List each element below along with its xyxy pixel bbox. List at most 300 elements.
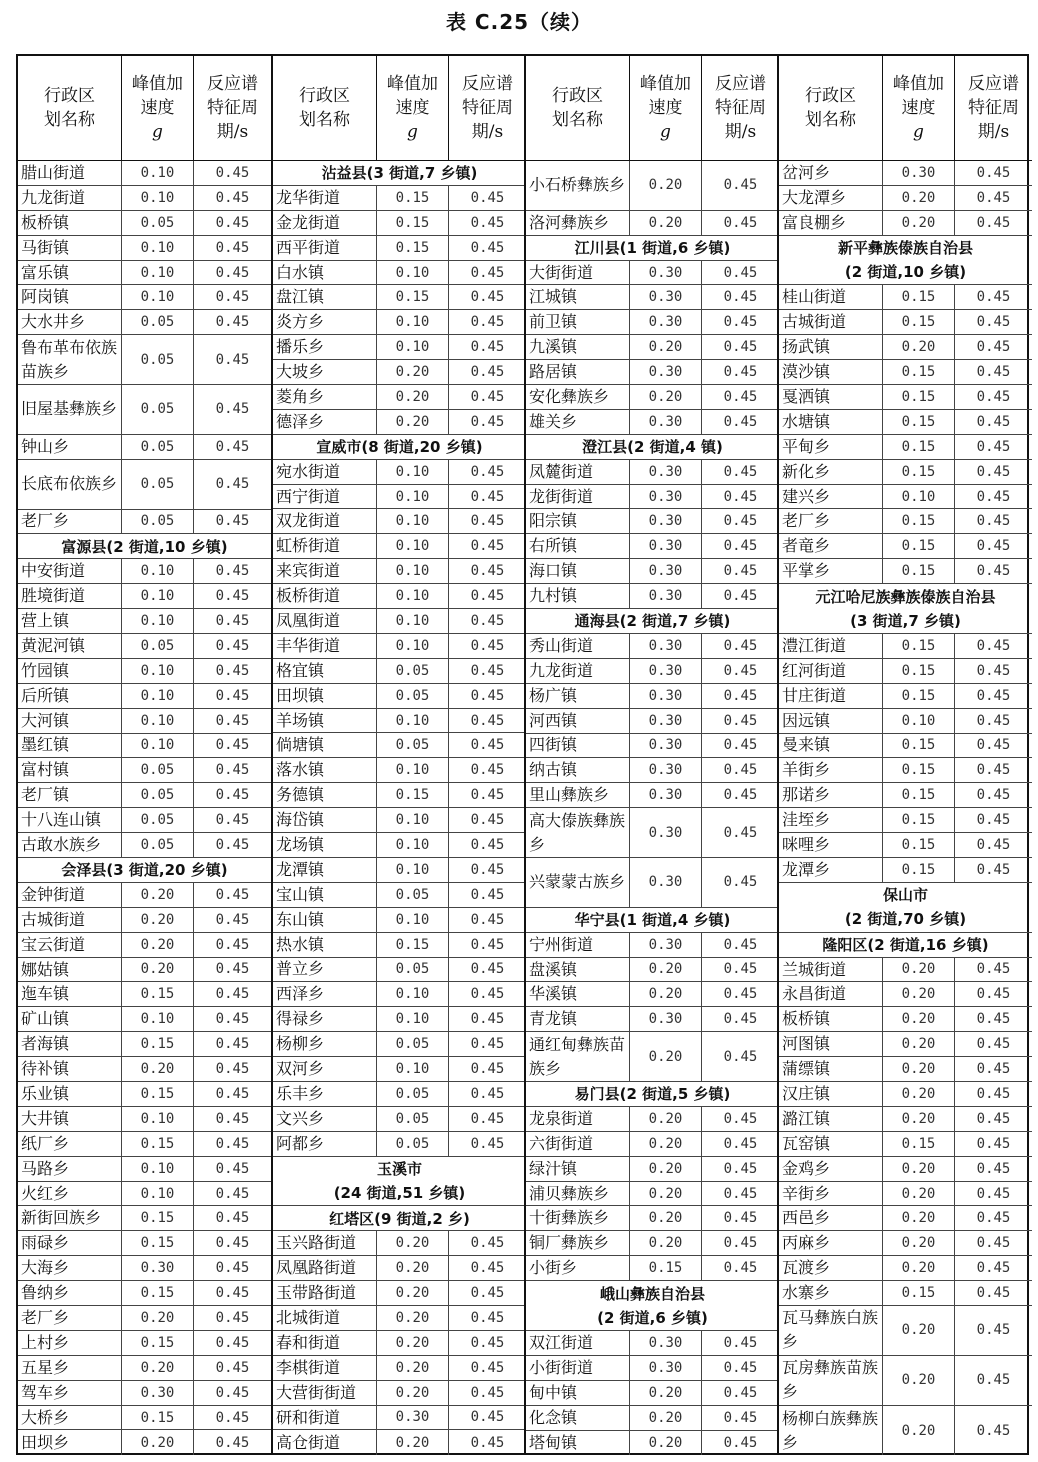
table-row xyxy=(779,1206,1032,1231)
table-row xyxy=(526,1007,779,1032)
spectrum-period: 0.45 xyxy=(215,214,250,231)
peak-acceleration: 0.15 xyxy=(377,285,449,309)
peak-acceleration: 0.30 xyxy=(630,1356,702,1380)
spectrum-period: 0.45 xyxy=(215,289,250,306)
table-row xyxy=(273,460,526,485)
peak-acceleration: 0.20 xyxy=(377,1331,449,1355)
division-name: 瓦房彝族苗族乡 xyxy=(779,1356,883,1405)
spectrum-period: 0.45 xyxy=(976,488,1011,505)
peak-acceleration: 0.30 xyxy=(630,261,702,285)
header-peak-unit: g xyxy=(152,122,163,142)
table-row xyxy=(18,335,271,385)
spectrum-period: 0.45 xyxy=(470,388,505,405)
peak-acceleration: 0.15 xyxy=(883,734,955,758)
spectrum-period: 0.45 xyxy=(470,1334,505,1351)
division-name: 古城街道 xyxy=(18,908,122,932)
peak-acceleration: 0.30 xyxy=(630,310,702,334)
peak-acceleration: 0.20 xyxy=(630,958,702,982)
header-name: 行政区划名称 xyxy=(273,56,377,160)
spectrum-period: 0.45 xyxy=(215,1061,250,1078)
spectrum-period: 0.45 xyxy=(470,214,505,231)
spectrum-period: 0.45 xyxy=(723,637,758,654)
spectrum-period: 0.45 xyxy=(215,1309,250,1326)
region-heading-line1: 玉溪市 xyxy=(376,1160,422,1179)
table-row xyxy=(779,1032,1032,1057)
peak-acceleration: 0.10 xyxy=(122,1107,194,1131)
spectrum-period: 0.45 xyxy=(470,463,505,480)
region-heading-line1: 保山市 xyxy=(882,886,928,905)
peak-acceleration: 0.10 xyxy=(377,509,449,533)
division-name: 老厂乡 xyxy=(779,509,883,533)
division-name: 待补镇 xyxy=(18,1057,122,1081)
region-heading xyxy=(526,609,779,634)
spectrum-period: 0.45 xyxy=(723,1235,758,1252)
spectrum-period: 0.45 xyxy=(470,961,505,978)
spectrum-period: 0.45 xyxy=(470,687,505,704)
spectrum-period: 0.45 xyxy=(470,1235,505,1252)
spectrum-period: 0.45 xyxy=(215,1409,250,1426)
table-row xyxy=(273,833,526,858)
division-name: 小街乡 xyxy=(526,1256,630,1280)
spectrum-period: 0.45 xyxy=(215,1235,250,1252)
table-row xyxy=(779,1406,1032,1456)
division-name: 大井镇 xyxy=(18,1107,122,1131)
peak-acceleration: 0.20 xyxy=(630,1406,702,1430)
division-name: 金龙街道 xyxy=(273,211,377,235)
spectrum-period: 0.45 xyxy=(470,189,505,206)
peak-acceleration: 0.10 xyxy=(377,758,449,782)
table-column-block xyxy=(524,56,779,1453)
spectrum-period: 0.45 xyxy=(723,214,758,231)
division-name: 西平街道 xyxy=(273,236,377,260)
peak-acceleration: 0.30 xyxy=(630,584,702,608)
division-name: 岔河乡 xyxy=(779,161,883,185)
division-name: 炎方乡 xyxy=(273,310,377,334)
table-row xyxy=(526,1381,779,1406)
table-row xyxy=(18,161,271,186)
spectrum-period: 0.45 xyxy=(215,637,250,654)
division-name: 九龙街道 xyxy=(18,186,122,210)
table-row xyxy=(18,1206,271,1231)
table-row xyxy=(18,1007,271,1032)
division-name: 竹园镇 xyxy=(18,659,122,683)
table-row xyxy=(18,1231,271,1256)
table-row xyxy=(18,684,271,709)
peak-acceleration: 0.30 xyxy=(377,1406,449,1430)
region-heading xyxy=(779,933,1032,958)
table-row xyxy=(526,559,779,584)
table-row xyxy=(526,634,779,659)
spectrum-period: 0.45 xyxy=(976,1285,1011,1302)
division-name: 五星乡 xyxy=(18,1356,122,1380)
division-name: 甸中镇 xyxy=(526,1381,630,1405)
header-name: 行政区划名称 xyxy=(18,56,122,160)
division-name: 因远镇 xyxy=(779,709,883,733)
table-row xyxy=(779,1356,1032,1406)
division-name: 大营街街道 xyxy=(273,1381,377,1405)
peak-acceleration: 0.20 xyxy=(122,1306,194,1330)
table-row xyxy=(526,410,779,435)
division-name: 长底布依族乡 xyxy=(18,460,122,509)
header-period: 反应谱特征周期/s xyxy=(207,74,258,142)
division-name: 虹桥街道 xyxy=(273,534,377,558)
table-column-block xyxy=(18,56,271,1453)
peak-acceleration: 0.10 xyxy=(377,335,449,359)
division-name: 迤车镇 xyxy=(18,982,122,1006)
table-row xyxy=(273,1306,526,1331)
peak-acceleration: 0.30 xyxy=(630,858,702,907)
division-name: 雨碌乡 xyxy=(18,1231,122,1255)
division-name: 曼来镇 xyxy=(779,734,883,758)
division-name: 漠沙镇 xyxy=(779,360,883,384)
peak-acceleration: 0.20 xyxy=(630,1157,702,1181)
spectrum-period: 0.45 xyxy=(976,812,1011,829)
peak-acceleration: 0.20 xyxy=(630,1206,702,1230)
spectrum-period: 0.45 xyxy=(215,563,250,580)
table-header xyxy=(273,56,526,161)
peak-acceleration: 0.15 xyxy=(883,758,955,782)
division-name: 双河乡 xyxy=(273,1057,377,1081)
peak-acceleration: 0.10 xyxy=(122,161,194,185)
spectrum-period: 0.45 xyxy=(723,314,758,331)
division-name: 鲁布革布依族苗族乡 xyxy=(18,335,122,384)
spectrum-period: 0.45 xyxy=(470,936,505,953)
table-row xyxy=(18,559,271,584)
peak-acceleration: 0.15 xyxy=(883,783,955,807)
spectrum-period: 0.45 xyxy=(470,488,505,505)
table-row xyxy=(526,1231,779,1256)
region-heading-line1: 沾益县(3 街道,7 乡镇) xyxy=(321,164,478,183)
table-row xyxy=(526,709,779,734)
table-row xyxy=(18,1132,271,1157)
region-heading-line1: 华宁县(1 街道,4 乡镇) xyxy=(574,911,731,930)
division-name: 板桥镇 xyxy=(18,211,122,235)
table-row xyxy=(18,1032,271,1057)
table-row xyxy=(18,1107,271,1132)
division-name: 龙街街道 xyxy=(526,485,630,509)
peak-acceleration: 0.15 xyxy=(377,186,449,210)
peak-acceleration: 0.10 xyxy=(377,982,449,1006)
spectrum-period: 0.45 xyxy=(215,737,250,754)
table-row xyxy=(273,1032,526,1057)
division-name: 宛水街道 xyxy=(273,460,377,484)
peak-acceleration: 0.20 xyxy=(883,335,955,359)
spectrum-period: 0.45 xyxy=(976,1422,1011,1439)
division-name: 高仓街道 xyxy=(273,1430,377,1455)
division-name: 大坡乡 xyxy=(273,360,377,384)
table-row xyxy=(779,982,1032,1007)
peak-acceleration: 0.20 xyxy=(883,1206,955,1230)
table-row xyxy=(18,883,271,908)
peak-acceleration: 0.15 xyxy=(122,1231,194,1255)
spectrum-period: 0.45 xyxy=(723,339,758,356)
division-name: 瓦窑镇 xyxy=(779,1132,883,1156)
spectrum-period: 0.45 xyxy=(470,413,505,430)
division-name: 兰城街道 xyxy=(779,958,883,982)
table-row xyxy=(779,659,1032,684)
spectrum-period: 0.45 xyxy=(215,762,250,779)
table-row xyxy=(273,211,526,236)
spectrum-period: 0.45 xyxy=(470,1135,505,1152)
division-name: 瓦马彝族白族乡 xyxy=(779,1306,883,1355)
peak-acceleration: 0.10 xyxy=(122,734,194,758)
division-name: 田坝乡 xyxy=(18,1430,122,1455)
division-name: 六街街道 xyxy=(526,1132,630,1156)
header-peak xyxy=(883,56,955,160)
table-row xyxy=(273,584,526,609)
table-row xyxy=(18,261,271,286)
spectrum-period: 0.45 xyxy=(470,1384,505,1401)
peak-acceleration: 0.15 xyxy=(122,1406,194,1430)
spectrum-period: 0.45 xyxy=(215,351,250,368)
table-row xyxy=(526,1182,779,1207)
spectrum-period: 0.45 xyxy=(976,563,1011,580)
table-row xyxy=(18,1430,271,1455)
division-name: 倘塘镇 xyxy=(273,733,377,757)
table-row xyxy=(526,335,779,360)
table-row xyxy=(779,485,1032,510)
spectrum-period: 0.45 xyxy=(976,1036,1011,1053)
spectrum-period: 0.45 xyxy=(215,936,250,953)
spectrum-period: 0.45 xyxy=(470,264,505,281)
spectrum-period: 0.45 xyxy=(215,438,250,455)
table-row xyxy=(273,509,526,534)
division-name: 者竜乡 xyxy=(779,534,883,558)
peak-acceleration: 0.20 xyxy=(883,1057,955,1081)
peak-acceleration: 0.05 xyxy=(122,808,194,832)
peak-acceleration: 0.05 xyxy=(377,958,449,982)
table-row xyxy=(18,285,271,310)
region-heading xyxy=(273,1157,526,1207)
table-row xyxy=(526,933,779,958)
table-row xyxy=(18,1356,271,1381)
table-row xyxy=(779,1107,1032,1132)
division-name: 杨广镇 xyxy=(526,684,630,708)
division-name: 春和街道 xyxy=(273,1331,377,1355)
table-row xyxy=(273,933,526,958)
peak-acceleration: 0.05 xyxy=(377,684,449,708)
peak-acceleration: 0.10 xyxy=(377,634,449,658)
peak-acceleration: 0.10 xyxy=(377,310,449,334)
peak-acceleration: 0.20 xyxy=(883,1032,955,1056)
spectrum-period: 0.45 xyxy=(215,712,250,729)
table-row xyxy=(273,1356,526,1381)
spectrum-period: 0.45 xyxy=(976,1185,1011,1202)
header-peak-label: 峰值加速度 xyxy=(640,74,691,118)
peak-acceleration: 0.10 xyxy=(377,584,449,608)
table-row xyxy=(779,758,1032,783)
division-name: 海岱镇 xyxy=(273,808,377,832)
table-row xyxy=(273,485,526,510)
spectrum-period: 0.45 xyxy=(976,314,1011,331)
spectrum-period: 0.45 xyxy=(976,1011,1011,1028)
spectrum-period: 0.45 xyxy=(723,1210,758,1227)
spectrum-period: 0.45 xyxy=(215,264,250,281)
table-header xyxy=(18,56,271,161)
peak-acceleration: 0.30 xyxy=(630,559,702,583)
division-name: 潞江镇 xyxy=(779,1107,883,1131)
table-row xyxy=(779,634,1032,659)
peak-acceleration: 0.05 xyxy=(377,1032,449,1056)
peak-acceleration: 0.20 xyxy=(630,1431,702,1456)
table-row xyxy=(779,335,1032,360)
division-name: 阳宗镇 xyxy=(526,509,630,533)
division-name: 杨柳乡 xyxy=(273,1032,377,1056)
peak-acceleration: 0.05 xyxy=(122,211,194,235)
peak-acceleration: 0.20 xyxy=(883,958,955,982)
table-row xyxy=(18,1157,271,1182)
table-row xyxy=(526,783,779,808)
spectrum-period: 0.45 xyxy=(470,762,505,779)
spectrum-period: 0.45 xyxy=(470,986,505,1003)
spectrum-period: 0.45 xyxy=(723,662,758,679)
spectrum-period: 0.45 xyxy=(215,1036,250,1053)
spectrum-period: 0.45 xyxy=(470,513,505,530)
division-name: 永昌街道 xyxy=(779,982,883,1006)
division-name: 九村镇 xyxy=(526,584,630,608)
table-row xyxy=(273,883,526,908)
spectrum-period: 0.45 xyxy=(723,538,758,555)
table-row xyxy=(18,1281,271,1306)
peak-acceleration: 0.30 xyxy=(122,1256,194,1280)
peak-acceleration: 0.30 xyxy=(630,684,702,708)
region-heading-line2: (3 街道,7 乡镇) xyxy=(850,611,961,630)
division-name: 羊场镇 xyxy=(273,709,377,733)
table-row xyxy=(779,285,1032,310)
table-row xyxy=(779,1057,1032,1082)
spectrum-period: 0.45 xyxy=(215,886,250,903)
peak-acceleration: 0.30 xyxy=(630,360,702,384)
spectrum-period: 0.45 xyxy=(470,563,505,580)
peak-acceleration: 0.10 xyxy=(883,709,955,733)
peak-acceleration: 0.20 xyxy=(630,1381,702,1405)
spectrum-period: 0.45 xyxy=(976,986,1011,1003)
division-name: 丙麻乡 xyxy=(779,1231,883,1255)
table-row xyxy=(526,584,779,609)
spectrum-period: 0.45 xyxy=(723,1110,758,1127)
header-peak-unit: g xyxy=(407,122,418,142)
division-name: 通红甸彝族苗族乡 xyxy=(526,1032,630,1081)
table-row xyxy=(779,460,1032,485)
table-row xyxy=(273,1430,526,1455)
division-name: 水寨乡 xyxy=(779,1281,883,1305)
division-name: 凤凰路街道 xyxy=(273,1256,377,1280)
peak-acceleration: 0.10 xyxy=(377,908,449,932)
division-name: 文兴乡 xyxy=(273,1107,377,1131)
table-row xyxy=(779,385,1032,410)
division-name: 新化乡 xyxy=(779,460,883,484)
table-row xyxy=(273,360,526,385)
spectrum-period: 0.45 xyxy=(723,1384,758,1401)
spectrum-period: 0.45 xyxy=(215,687,250,704)
table-row xyxy=(779,509,1032,534)
table-row xyxy=(273,758,526,783)
division-name: 西邑乡 xyxy=(779,1206,883,1230)
region-heading xyxy=(526,908,779,933)
spectrum-period: 0.45 xyxy=(470,737,505,754)
spectrum-period: 0.45 xyxy=(470,1409,505,1426)
peak-acceleration: 0.20 xyxy=(883,1231,955,1255)
table-row xyxy=(273,1281,526,1306)
peak-acceleration: 0.20 xyxy=(883,1107,955,1131)
table-row xyxy=(526,385,779,410)
peak-acceleration: 0.20 xyxy=(122,1057,194,1081)
spectrum-period: 0.45 xyxy=(723,787,758,804)
spectrum-period: 0.45 xyxy=(723,687,758,704)
region-heading xyxy=(273,161,526,186)
peak-acceleration: 0.20 xyxy=(377,1381,449,1405)
peak-acceleration: 0.30 xyxy=(630,758,702,782)
spectrum-period: 0.45 xyxy=(215,1011,250,1028)
division-name: 研和街道 xyxy=(273,1406,377,1430)
division-name: 得禄乡 xyxy=(273,1007,377,1031)
peak-acceleration: 0.15 xyxy=(377,783,449,807)
peak-acceleration: 0.30 xyxy=(630,783,702,807)
peak-acceleration: 0.05 xyxy=(377,733,449,757)
region-heading-line1: 红塔区(9 街道,2 乡) xyxy=(329,1209,470,1228)
table-column-block xyxy=(271,56,526,1453)
peak-acceleration: 0.10 xyxy=(122,559,194,583)
spectrum-period: 0.45 xyxy=(976,1061,1011,1078)
division-name: 水塘镇 xyxy=(779,410,883,434)
division-name: 前卫镇 xyxy=(526,310,630,334)
peak-acceleration: 0.20 xyxy=(630,161,702,210)
table-row xyxy=(526,734,779,759)
table-header xyxy=(526,56,779,161)
spectrum-period: 0.45 xyxy=(470,538,505,555)
table-row xyxy=(526,485,779,510)
table-column-block xyxy=(777,56,1032,1453)
division-name: 龙泉街道 xyxy=(526,1107,630,1131)
spectrum-period: 0.45 xyxy=(470,1359,505,1376)
peak-acceleration: 0.30 xyxy=(630,285,702,309)
spectrum-period: 0.45 xyxy=(723,824,758,841)
table-row xyxy=(779,858,1032,883)
peak-acceleration: 0.15 xyxy=(377,211,449,235)
spectrum-period: 0.45 xyxy=(976,1160,1011,1177)
table-row xyxy=(273,285,526,310)
table-row xyxy=(526,1132,779,1157)
division-name: 落水镇 xyxy=(273,758,377,782)
table-row xyxy=(526,1107,779,1132)
division-name: 兴蒙蒙古族乡 xyxy=(526,858,630,907)
peak-acceleration: 0.20 xyxy=(122,933,194,957)
spectrum-period: 0.45 xyxy=(215,787,250,804)
division-name: 菱角乡 xyxy=(273,385,377,409)
table-row xyxy=(18,734,271,759)
table-row xyxy=(18,1406,271,1431)
spectrum-period: 0.45 xyxy=(215,1135,250,1152)
division-name: 热水镇 xyxy=(273,933,377,957)
division-name: 洛河彝族乡 xyxy=(526,211,630,235)
spectrum-period: 0.45 xyxy=(976,388,1011,405)
spectrum-period: 0.45 xyxy=(723,1048,758,1065)
spectrum-period: 0.45 xyxy=(470,239,505,256)
table-row xyxy=(273,908,526,933)
table-row xyxy=(18,709,271,734)
peak-acceleration: 0.05 xyxy=(377,883,449,907)
division-name: 乐丰乡 xyxy=(273,1082,377,1106)
peak-acceleration: 0.20 xyxy=(630,335,702,359)
peak-acceleration: 0.20 xyxy=(630,1032,702,1081)
peak-acceleration: 0.05 xyxy=(122,460,194,509)
spectrum-period: 0.45 xyxy=(723,762,758,779)
spectrum-period: 0.45 xyxy=(976,712,1011,729)
spectrum-period: 0.45 xyxy=(470,289,505,306)
peak-acceleration: 0.15 xyxy=(883,410,955,434)
peak-acceleration: 0.15 xyxy=(122,1331,194,1355)
peak-acceleration: 0.05 xyxy=(122,385,194,434)
